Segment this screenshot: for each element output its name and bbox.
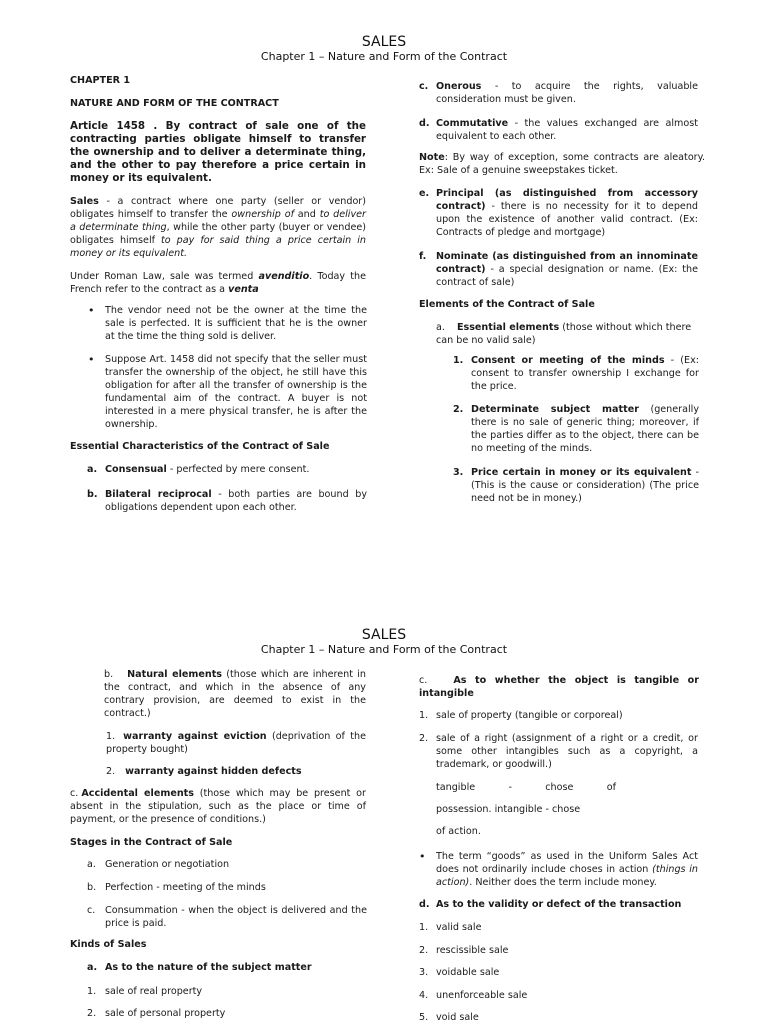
text: (those without which there can be no valid sale) (436, 322, 692, 346)
stage-item (87, 904, 367, 930)
list-label: c. (419, 675, 428, 686)
kinds-item (87, 1007, 367, 1020)
page-title: SALES (361, 627, 407, 643)
list-label: a. (87, 859, 96, 870)
term: As to the validity or defect of the transaction (436, 899, 682, 910)
text: Consummation - when the object is delivered and the price is paid. (105, 905, 367, 929)
term: Consensual (105, 464, 167, 475)
stages-heading: Stages in the Contract of Sale (70, 837, 233, 848)
list-label: d. (419, 118, 430, 129)
element-item (453, 466, 699, 505)
list-label: a. (436, 322, 445, 333)
list-label: 2. (453, 404, 464, 415)
text: valid sale (436, 922, 482, 933)
list-label: 2. (106, 766, 116, 777)
kinds-category (419, 898, 706, 911)
text-italic: venta (228, 284, 259, 295)
validity-item (419, 989, 698, 1002)
validity-item (419, 944, 698, 957)
kinds-item (87, 985, 367, 998)
list-label: 2. (419, 945, 429, 956)
list-label: 3. (453, 467, 464, 478)
text: sale of property (tangible or corporeal) (436, 710, 623, 721)
list-label: 1. (453, 355, 464, 366)
validity-item (419, 921, 698, 934)
term: Onerous (436, 81, 482, 92)
term: Principal (as distinguished from accessory contract) (436, 188, 698, 212)
text: (deprivation of the property bought) (106, 731, 366, 755)
text: Generation or negotiation (105, 859, 230, 870)
text: - there is no necessity for it to depend upon the existence of another valid contract. (Ex: Contracts of pledge and mortgage) (436, 201, 698, 238)
list-label: 3. (419, 967, 429, 978)
text: voidable sale (436, 967, 500, 978)
list-label: 1. (419, 922, 429, 933)
page-subtitle: Chapter 1 – Nature and Form of the Contract (260, 50, 508, 63)
term: warranty against eviction (123, 731, 267, 742)
term: As to the nature of the subject matter (105, 962, 312, 973)
stage-item (87, 858, 367, 871)
text-italic: (things in action) (436, 864, 698, 888)
section-heading: NATURE AND FORM OF THE CONTRACT (70, 98, 279, 109)
chose-line: of action. (436, 826, 481, 837)
list-label: 1. (419, 710, 429, 721)
note-paragraph (419, 151, 705, 177)
list-label: c. (419, 81, 429, 92)
characteristic-item (419, 187, 698, 239)
term: Determinate subject matter (471, 404, 639, 415)
list-label: 1. (106, 731, 116, 742)
element-category (104, 668, 366, 720)
list-label: b. (87, 489, 98, 500)
term: Natural elements (127, 669, 223, 680)
document-page-2 (0, 590, 768, 1024)
characteristic-item (419, 80, 698, 106)
list-label: 1. (87, 986, 97, 997)
text: - both parties are bound by obligations dependent upon each other. (105, 489, 367, 513)
term: Commutative (436, 118, 509, 129)
list-label: f. (419, 251, 427, 262)
text: (those which may be present or absent in the stipulation, such as the place or time of payment, or the presence of conditions.) (70, 788, 366, 825)
text: - a contract where one party (seller or vendor) obligates himself to transfer the (70, 196, 366, 220)
list-label: c. (70, 788, 79, 799)
text: The term “goods” as used in the Uniform Sales Act does not ordinarily include choses in action (436, 851, 698, 875)
sales-term: Sales (70, 196, 99, 207)
text: Perfection - meeting of the minds (105, 882, 266, 893)
characteristic-item (87, 488, 367, 514)
term: Bilateral reciprocal (105, 489, 212, 500)
bullet-item (436, 850, 698, 889)
list-label: 2. (87, 1008, 97, 1019)
element-category (70, 787, 366, 826)
roman-law-paragraph (70, 270, 366, 296)
text: and (293, 209, 320, 220)
sales-definition (70, 195, 366, 260)
chose-line: possession. intangible - chose (436, 804, 581, 815)
validity-item (419, 1011, 698, 1024)
list-label: 4. (419, 990, 429, 1001)
kinds-heading: Kinds of Sales (70, 939, 147, 950)
text: rescissible sale (436, 945, 509, 956)
text: void sale (436, 1012, 479, 1023)
left-column (70, 74, 366, 296)
list-label: a. (87, 962, 98, 973)
kinds-item (419, 732, 698, 771)
text: sale of real property (105, 986, 203, 997)
list-label: 2. (419, 733, 429, 744)
element-category (436, 321, 706, 347)
text-italic: avenditio (258, 271, 310, 282)
text: - (This is the cause or consideration) (The price need not be in money.) (471, 467, 699, 504)
list-label: e. (419, 188, 430, 199)
note-label: Note (419, 152, 445, 163)
term: Consent or meeting of the minds (471, 355, 665, 366)
warranty-item (106, 730, 366, 756)
list-label: c. (87, 905, 96, 916)
text: - (Ex: consent to transfer ownership I exchange for the price. (471, 355, 699, 392)
essential-characteristics-heading: Essential Characteristics of the Contract of Sale (70, 441, 330, 452)
text: - perfected by mere consent. (166, 464, 310, 475)
text-italic: ownership of (231, 209, 294, 220)
characteristic-item (87, 463, 367, 476)
elements-heading: Elements of the Contract of Sale (419, 299, 595, 310)
term: Nominate (as distinguished from an innominate contract) (436, 251, 698, 275)
validity-item (419, 966, 698, 979)
page-subtitle: Chapter 1 – Nature and Form of the Contract (260, 643, 508, 656)
element-item (453, 403, 699, 455)
kinds-category (419, 674, 699, 700)
text: unenforceable sale (436, 990, 528, 1001)
text: - to acquire the rights, valuable consideration must be given. (436, 81, 698, 105)
text: . Neither does the term include money. (469, 877, 657, 888)
list-label: b. (87, 882, 97, 893)
characteristic-item (419, 117, 698, 143)
page-title: SALES (361, 34, 407, 50)
text: : By way of exception, some contracts are aleatory. Ex: Sale of a genuine sweepstakes ticket. (419, 152, 705, 176)
article-1458: Article 1458 . By contract of sale one of the contracting parties obligate himself to transfer the ownership and to deliver a determinate thing, and the other to pay therefore a price certain in money or its equivalent. (70, 120, 366, 184)
chapter-label: CHAPTER 1 (70, 75, 131, 86)
term: As to whether the object is tangible or intangible (419, 675, 699, 699)
characteristic-item (419, 250, 698, 289)
list-label: b. (104, 669, 114, 680)
kinds-category (87, 961, 367, 974)
text: sale of a right (assignment of a right or a credit, or some other intangibles such as a copyright, a trademark, or goodwill.) (436, 733, 698, 770)
text: - the values exchanged are almost equivalent to each other. (436, 118, 698, 142)
text-italic: to pay for said thing a price certain in money or its equivalent. (70, 235, 367, 259)
term: Price certain in money or its equivalent (471, 467, 692, 478)
bullet-item: • The vendor need not be the owner at the time the sale is perfected. It is sufficient that he is the owner at the time the thing sold is deliver. (105, 304, 367, 343)
term: warranty against hidden defects (125, 766, 302, 777)
text: - a special designation or name. (Ex: the contract of sale) (436, 264, 698, 288)
text: (those which are inherent in the contract, and which in the absence of any contrary provision, are deemed to exist in the contract.) (104, 669, 366, 719)
kinds-item (419, 709, 698, 722)
list-label: d. (419, 899, 430, 910)
term: Accidental elements (81, 788, 194, 799)
text: sale of personal property (105, 1008, 226, 1019)
term: Essential elements (456, 322, 560, 333)
list-label: 5. (419, 1012, 429, 1023)
text: (generally there is no sale of generic thing; moreover, if the parties differ as to the object, there can be no meeting of the minds. (471, 404, 699, 454)
bullet-item: • Suppose Art. 1458 did not specify that the seller must transfer the ownership of the object, he still have this obligation for after all the transfer of ownership is the fundamental aim of the contract. A buyer is not interested in a mere physical transfer, he is after the ownership. (105, 353, 367, 431)
warranty-item (106, 765, 366, 778)
text: , while the other party (buyer or vendee) obligates himself (70, 222, 366, 246)
list-label: a. (87, 464, 98, 475)
text: Under Roman Law, sale was termed (70, 271, 259, 282)
element-item (453, 354, 699, 393)
text-italic: to deliver a determinate thing (70, 209, 367, 233)
stage-item (87, 881, 367, 894)
chose-line: tangible - chose of (436, 782, 616, 793)
text: . Today the French refer to the contract as a (70, 271, 367, 295)
